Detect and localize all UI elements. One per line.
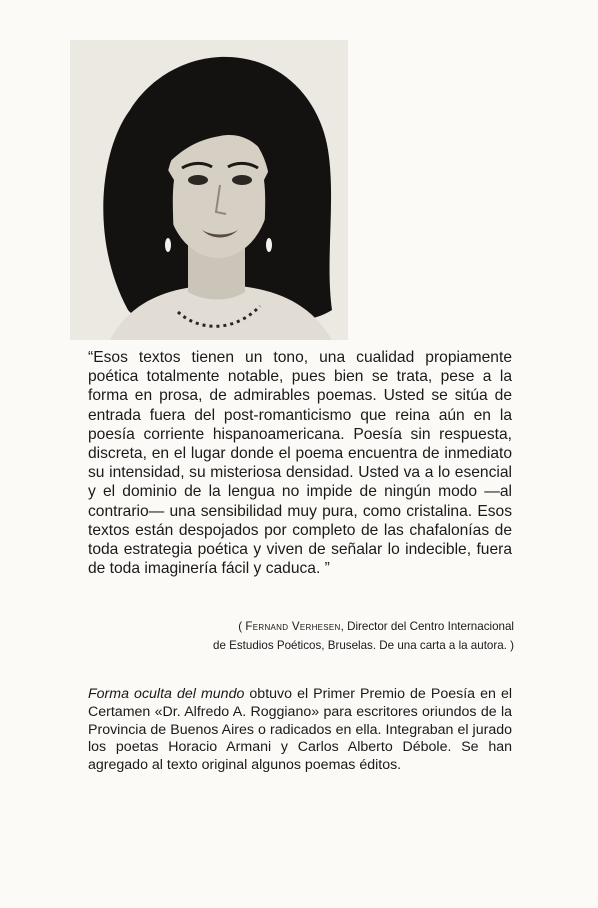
attribution-open: ( (238, 620, 246, 633)
quote-attribution (130, 618, 514, 655)
author-portrait-photo (70, 40, 348, 340)
award-note (88, 686, 512, 775)
attribution-name: Fernand Verhesen (245, 620, 341, 633)
book-title: Forma oculta del mundo (88, 686, 245, 702)
portrait-illustration (70, 40, 348, 340)
award-note-text: obtuvo el Primer Premio de Poesía en el Certamen «Dr. Alfredo A. Roggiano» para escritores oriundos de la Provincia de Buenos Aires o radicados en ella. Integraban el jurado los poetas Horacio Armani y Carlos Alberto Débole. Se han agregado al texto original algunos poemas éditos. (88, 686, 512, 774)
critic-quote: “Esos textos tienen un tono, una cualidad propiamente poética totalmente notable, pues bien se trata, pese a la forma en prosa, de admirables poemas. Usted se sitúa de entrada fuera del post-romanticismo que reina aún en la poesía corriente hispanoamericana. Poesía sin respuesta, discreta, en el lugar donde el poema encuentra de inmediato su intensidad, su misteriosa densidad. Usted va a lo esencial y el dominio de la lengua no impide de ningún modo —al contrario— una sensibilidad muy pura, como cristalina. Esos textos están despojados por completo de las chafalonías de toda estrategia poética y viven de señalar lo indecible, fuera de toda imaginería fácil y caduca. ” (88, 349, 512, 578)
attribution-line1: , Director del Centro Internacional (340, 620, 514, 633)
attribution-line2: de Estudios Poéticos, Bruselas. De una carta a la autora. ) (213, 638, 514, 652)
